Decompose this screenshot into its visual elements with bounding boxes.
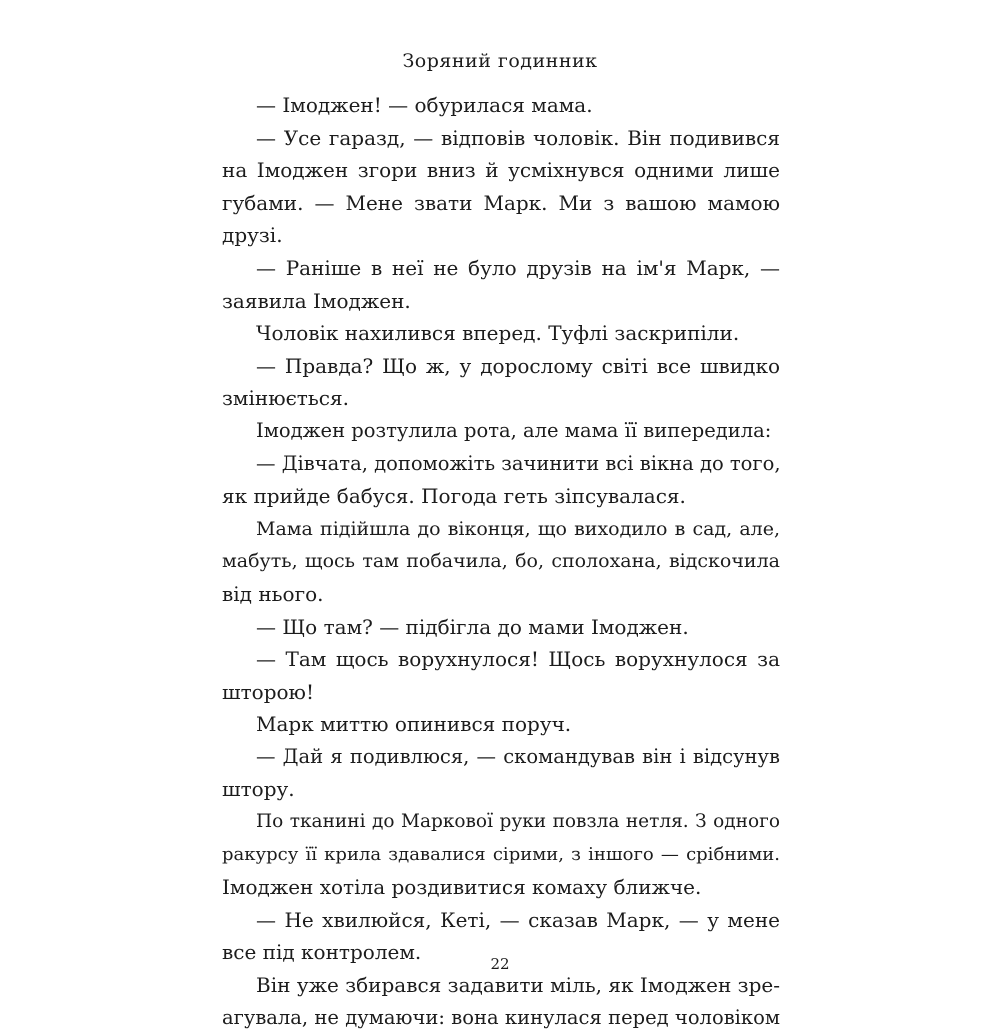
- text-line: Імоджен хотіла роздивитися комаху ближче.: [222, 875, 702, 900]
- text-line: — Раніше в неї не було друзів на ім'я Марк, —: [256, 255, 780, 280]
- text-line: на Імоджен згори вниз й усміхнувся одними лише: [222, 158, 780, 183]
- text-line: як прийде бабуся. Погода геть зіпсувалася.: [222, 484, 686, 509]
- text-line: шторою!: [222, 679, 314, 704]
- text-line: — Дівчата, допоможіть зачинити всі вікна до того,: [256, 451, 781, 475]
- text-line: Імоджен розтулила рота, але мама її випередила:: [256, 418, 772, 442]
- text-line: все під контролем.: [222, 940, 422, 965]
- running-head: Зоряний годинник: [402, 50, 598, 72]
- text-line: ракурсу її крила здавалися сірими, з іншого — срібними.: [222, 843, 780, 865]
- text-line: мабуть, щось там побачила, бо, сполохана, відскочила: [222, 550, 780, 573]
- text-line: — Усе гаразд, — відповів чоловік. Він подивився: [256, 125, 780, 150]
- text-line: — Дай я подивлюся, — скомандував він і відсунув: [256, 744, 780, 768]
- text-line: — Там щось ворухнулося! Щось ворухнулося за: [256, 647, 780, 672]
- text-line: штору.: [222, 777, 295, 802]
- text-line: — Не хвилюйся, Кеті, — сказав Марк, — у мене: [256, 907, 780, 932]
- text-line: агувала, не думаючи: вона кинулася перед чоловіком: [222, 1005, 780, 1029]
- text-line: По тканині до Маркової руки повзла нетля. З одного: [256, 811, 780, 833]
- text-line: — Що там? — підбігла до мами Імоджен.: [256, 614, 689, 639]
- text-line: Він уже збирався задавити міль, як Імоджен зре-: [256, 973, 780, 998]
- text-line: Марк миттю опинився поруч.: [256, 712, 572, 737]
- text-line: — Імоджен! — обурилася мама.: [256, 93, 593, 117]
- text-line: губами. — Мене звати Марк. Ми з вашою мамою: [222, 190, 780, 215]
- text-line: Чоловік нахилився вперед. Туфлі заскрипіли.: [256, 321, 740, 346]
- text-line: друзі.: [222, 223, 283, 248]
- text-line: Мама підійшла до віконця, що виходило в сад, але,: [256, 517, 780, 540]
- text-line: заявила Імоджен.: [222, 288, 411, 313]
- page-number: 22: [490, 955, 510, 973]
- body-text: [222, 89, 780, 1034]
- text-line: від нього.: [222, 581, 324, 606]
- text-line: змінюється.: [222, 386, 349, 411]
- text-line: — Правда? Що ж, у дорослому світі все швидко: [256, 353, 780, 378]
